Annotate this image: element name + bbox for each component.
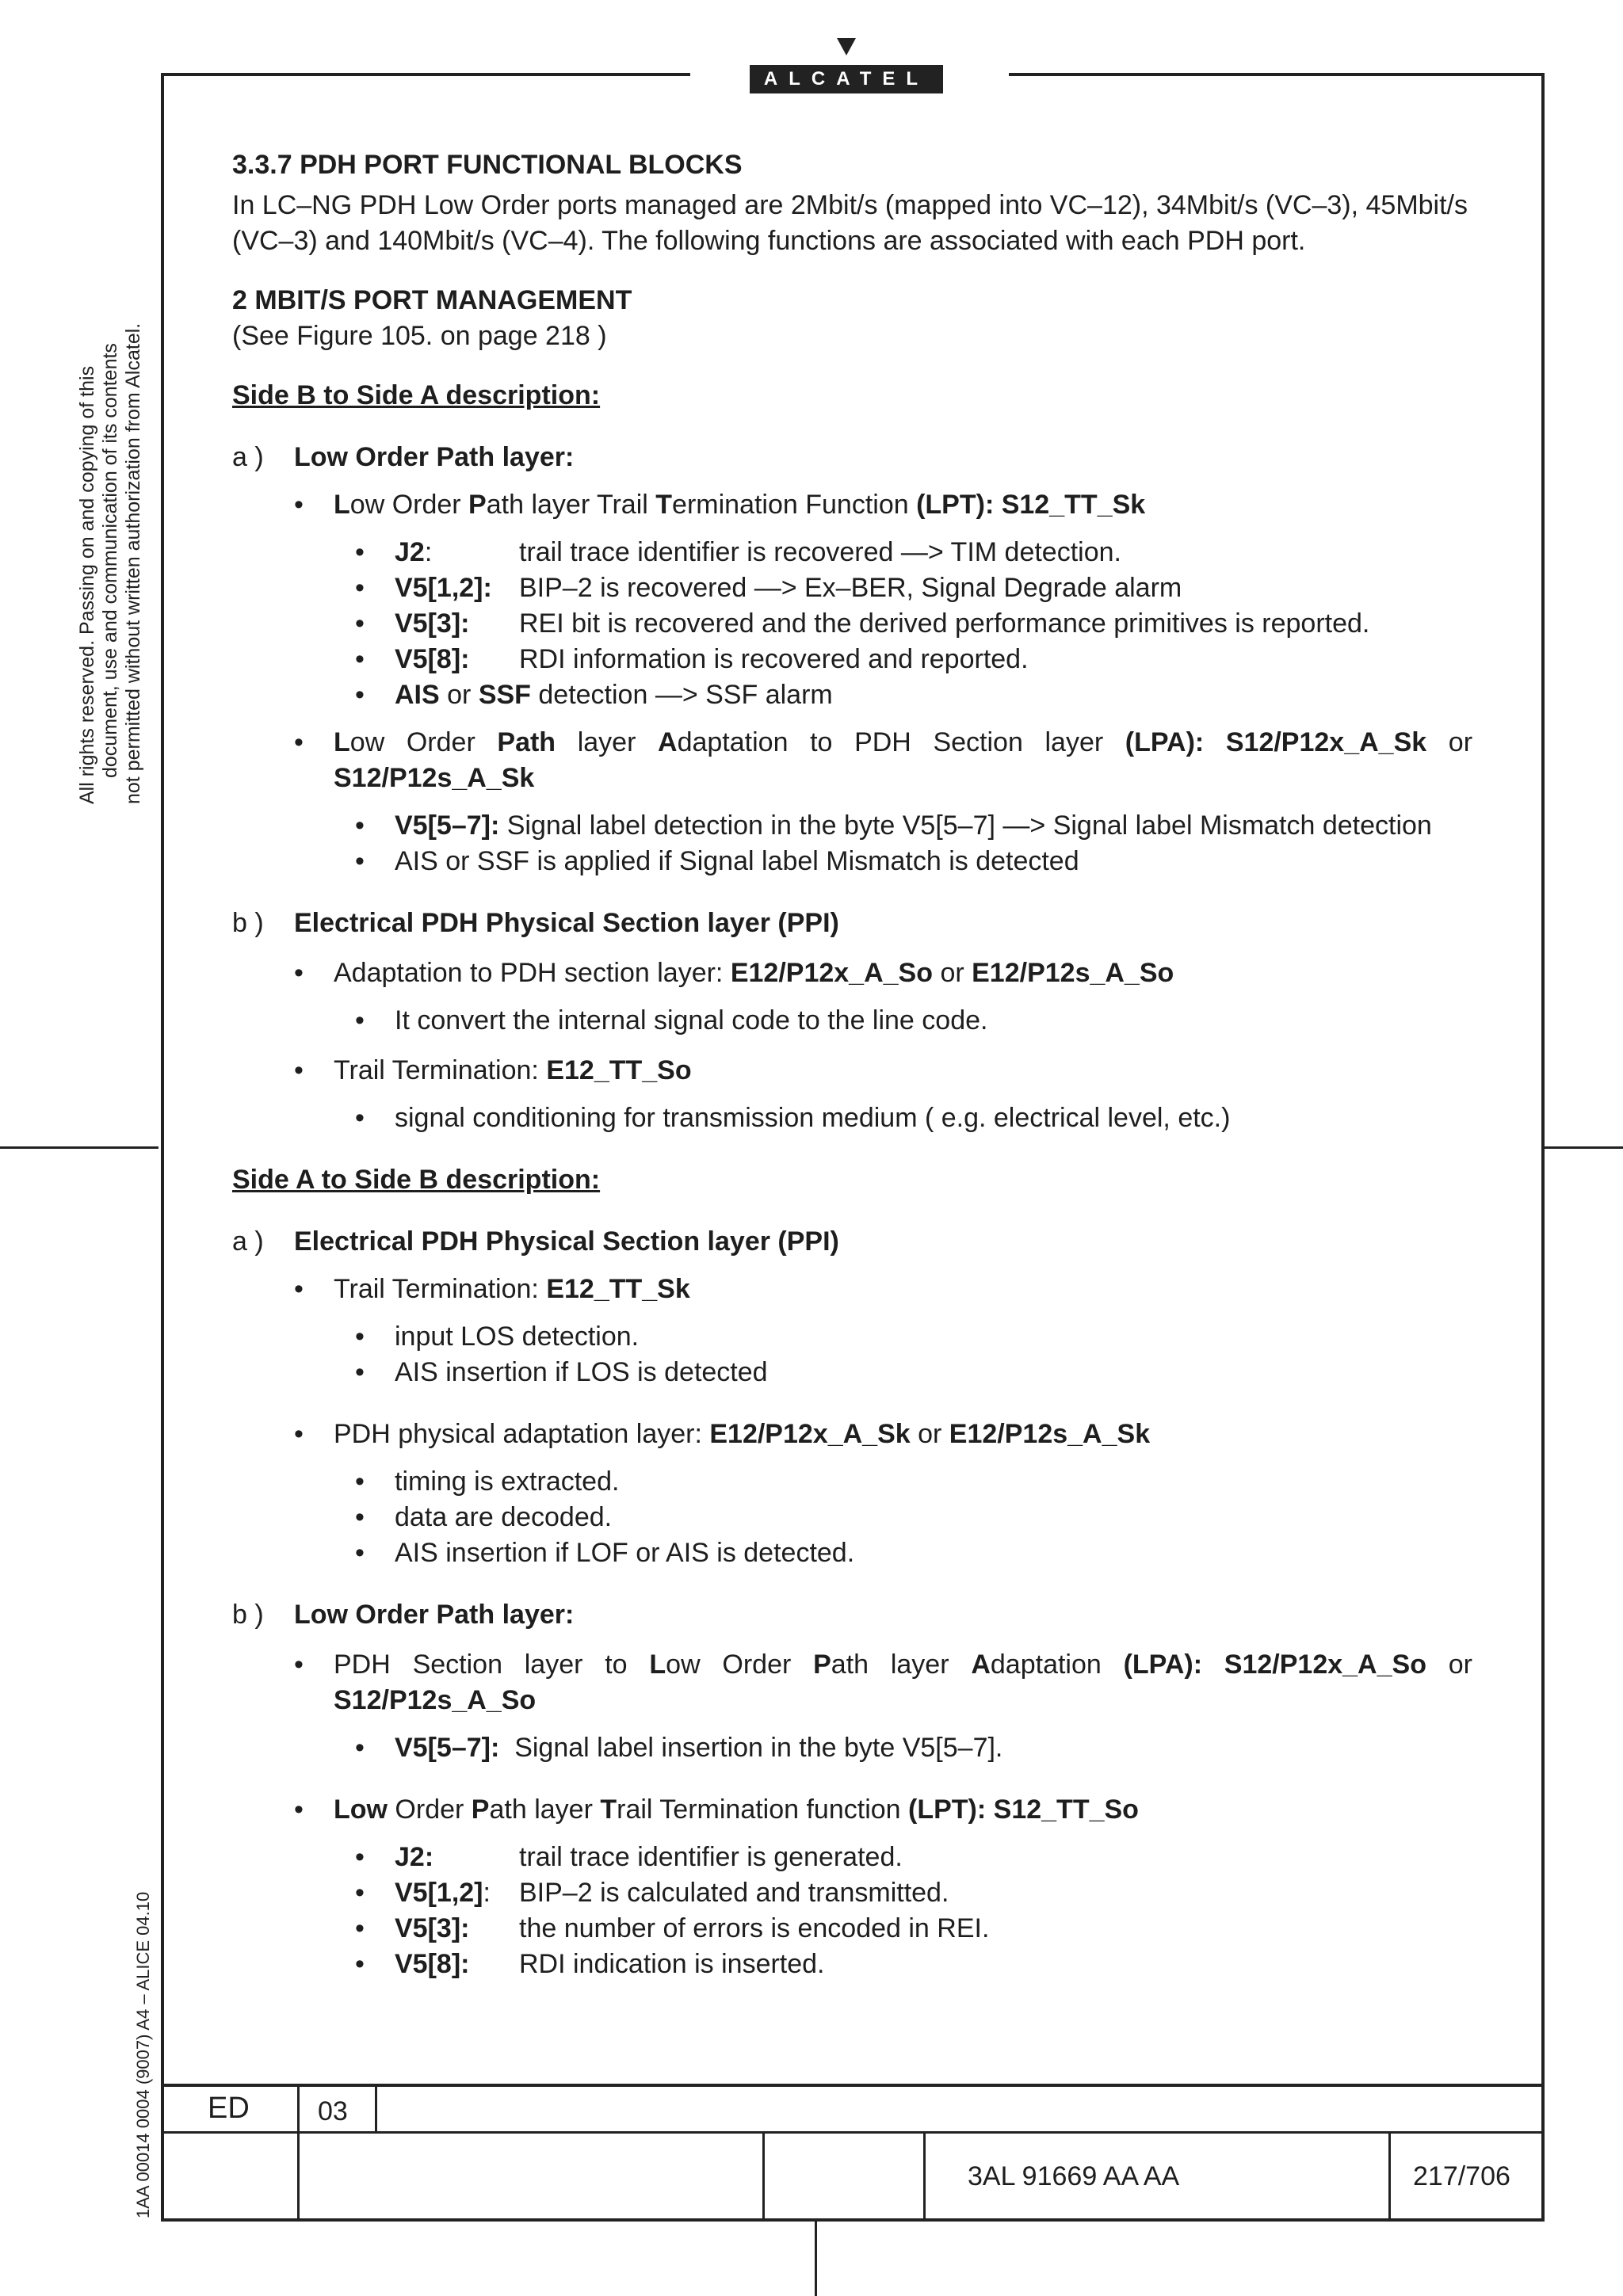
item-text: AIS insertion if LOS is detected (395, 1357, 768, 1387)
frame-top-right (1009, 73, 1545, 76)
item-text: trail trace identifier is generated. (519, 1842, 903, 1872)
rights-line: document, use and communication of its contents (99, 343, 121, 778)
item-letter: a ) (232, 1226, 264, 1257)
item-text: BIP–2 is calculated and transmitted. (519, 1878, 949, 1908)
document-number: 3AL 91669 AA AA (968, 2161, 1180, 2191)
a-to-b-heading-text: Side A to Side B description: (232, 1165, 601, 1195)
fold-mark-right (1545, 1146, 1623, 1149)
bullet-icon: • (355, 810, 365, 841)
footer-divider (1388, 2131, 1391, 2222)
page-number: 217/706 (1413, 2161, 1510, 2191)
bullet-icon: • (355, 1538, 365, 1568)
trail-source-text: Trail Termination: E12_TT_So (334, 1055, 692, 1085)
item-key: V5[8]: (395, 1949, 470, 1979)
bullet-icon: • (294, 1650, 304, 1680)
bullet-icon: • (294, 1794, 304, 1825)
list-item (355, 808, 1472, 844)
item-text: AIS insertion if LOF or AIS is detected. (395, 1538, 855, 1568)
bullet-icon: • (294, 1419, 304, 1449)
edition-label: ED (208, 2092, 250, 2125)
item-text: trail trace identifier is recovered —> TIM detection. (519, 537, 1121, 567)
item-text: V5[5–7]: Signal label insertion in the byte V5[5–7]. (395, 1733, 1003, 1763)
fold-mark-left (0, 1146, 158, 1149)
list-item (355, 1500, 1472, 1535)
bullet-icon: • (355, 644, 365, 674)
lpt-source-text: Low Order Path layer Trail Termination function (LPT): S12_TT_So (334, 1794, 1139, 1825)
adaptation-source-bullet (294, 955, 1472, 991)
edition-value: 03 (318, 2096, 348, 2126)
item-key: V5[1,2]: (395, 573, 492, 603)
b-to-a-item-a (232, 440, 1472, 475)
trail-source-bullet (294, 1053, 1472, 1089)
lpa-sink-text: Low Order Path layer Adaptation to PDH Section layer (LPA): S12/P12x_A_Sk or S12/P12s_A_Sk (334, 727, 1473, 793)
list-item (355, 1875, 1472, 1911)
bullet-icon: • (355, 1466, 365, 1497)
list-item (355, 1355, 1472, 1390)
item-text: RDI indication is inserted. (519, 1949, 825, 1979)
trail-sink-bullet (294, 1272, 1472, 1307)
item-key: V5[8]: (395, 644, 470, 674)
lpa-source-bullet (294, 1647, 1472, 1718)
list-item (355, 1319, 1472, 1355)
bullet-icon: • (355, 680, 365, 710)
subsection-title: 2 MBIT/S PORT MANAGEMENT (232, 285, 632, 315)
item-text: REI bit is recovered and the derived performance primitives is reported. (519, 608, 1370, 639)
footer-divider (762, 2131, 765, 2222)
list-item (355, 1911, 1472, 1947)
item-text: RDI information is recovered and reported. (519, 644, 1029, 674)
item-text: input LOS detection. (395, 1322, 640, 1352)
item-key: J2: (395, 537, 433, 567)
list-item (355, 1003, 1472, 1039)
list-item (355, 642, 1472, 677)
physical-adaptation-bullet (294, 1417, 1472, 1452)
adaptation-source-text: Adaptation to PDH section layer: E12/P12x_A_So or E12/P12s_A_So (334, 958, 1174, 988)
a-to-b-heading (232, 1162, 1472, 1198)
trail-sink-text: Trail Termination: E12_TT_Sk (334, 1274, 690, 1304)
a-to-b-item-b (232, 1597, 1472, 1633)
list-item (355, 1464, 1472, 1500)
frame-left (161, 73, 164, 2222)
item-title: Low Order Path layer: (294, 442, 575, 472)
item-title: Low Order Path layer: (294, 1600, 575, 1630)
bullet-icon: • (294, 490, 304, 520)
list-item (355, 535, 1472, 570)
lpa-sink-items (232, 808, 1472, 879)
item-text: AIS or SSF detection —> SSF alarm (395, 680, 833, 710)
list-item (355, 1100, 1472, 1136)
footer-stem (815, 2222, 817, 2296)
rights-line: All rights reserved. Passing on and copying of this (76, 365, 98, 804)
document-body (232, 147, 1472, 1982)
b-to-a-heading-text: Side B to Side A description: (232, 380, 601, 410)
list-item (355, 677, 1472, 713)
item-letter: b ) (232, 908, 264, 938)
bullet-icon: • (355, 537, 365, 567)
list-item (355, 570, 1472, 606)
rights-notice (76, 323, 145, 804)
item-text: the number of errors is encoded in REI. (519, 1913, 990, 1943)
item-text: It convert the internal signal code to the line code. (395, 1005, 988, 1035)
rights-line: not permitted without written authorization from Alcatel. (122, 322, 144, 804)
bullet-icon: • (294, 958, 304, 988)
alcatel-logo (750, 38, 943, 95)
bullet-icon: • (294, 1274, 304, 1304)
item-text: V5[5–7]: Signal label detection in the byte V5[5–7] —> Signal label Mismatch detection (395, 810, 1432, 841)
footer-mid-rule (161, 2131, 1545, 2134)
bullet-icon: • (294, 727, 304, 757)
item-title: Electrical PDH Physical Section layer (PPI) (294, 1226, 839, 1257)
lpt-source-items (232, 1840, 1472, 1982)
list-item (355, 1840, 1472, 1875)
item-letter: a ) (232, 442, 264, 472)
frame-top-left (161, 73, 690, 76)
doc-code-vertical: 1AA 00014 0004 (9007) A4 – ALICE 04.10 (133, 1891, 153, 2218)
footer-divider (923, 2131, 926, 2222)
logo-arrow-icon (837, 38, 856, 55)
footer-bottom-rule (161, 2218, 1545, 2222)
bullet-icon: • (355, 1842, 365, 1872)
item-text: BIP–2 is recovered —> Ex–BER, Signal Degrade alarm (519, 573, 1182, 603)
item-letter: b ) (232, 1600, 264, 1630)
b-to-a-heading (232, 378, 1472, 414)
a-to-b-item-a (232, 1224, 1472, 1260)
list-item (355, 1535, 1472, 1571)
physical-adaptation-text: PDH physical adaptation layer: E12/P12x_A_Sk or E12/P12s_A_Sk (334, 1419, 1151, 1449)
bullet-icon: • (355, 1322, 365, 1352)
item-text: timing is extracted. (395, 1466, 620, 1497)
lpt-sink-items (232, 535, 1472, 713)
item-key: J2: (395, 1842, 434, 1872)
section-title: 3.3.7 PDH PORT FUNCTIONAL BLOCKS (232, 150, 743, 180)
b-to-a-item-b (232, 906, 1472, 941)
footer-top-rule (161, 2084, 1545, 2087)
trail-sink-items (232, 1319, 1472, 1390)
bullet-icon: • (355, 1913, 365, 1943)
bullet-icon: • (355, 1733, 365, 1763)
bullet-icon: • (294, 1055, 304, 1085)
list-item (355, 844, 1472, 879)
bullet-icon: • (355, 1878, 365, 1908)
section-intro: In LC–NG PDH Low Order ports managed are 2Mbit/s (mapped into VC–12), 34Mbit/s (VC–3), 45Mbit/s (VC–3) and 140Mbit/s (VC–4). The following functions are associated with each PDH port. (232, 190, 1468, 256)
item-key: V5[3]: (395, 1913, 470, 1943)
bullet-icon: • (355, 1103, 365, 1133)
item-key: V5[1,2]: (395, 1878, 491, 1908)
item-text: AIS or SSF is applied if Signal label Mismatch is detected (395, 846, 1079, 876)
bullet-icon: • (355, 573, 365, 603)
lpa-sink-bullet (294, 725, 1472, 796)
bullet-icon: • (355, 1949, 365, 1979)
bullet-icon: • (355, 1005, 365, 1035)
footer-divider (297, 2084, 300, 2222)
lpa-source-text: PDH Section layer to Low Order Path layer Adaptation (LPA): S12/P12x_A_So or S12/P12s_A_So (334, 1650, 1472, 1715)
item-key: V5[3]: (395, 608, 470, 639)
lpt-sink-text: Low Order Path layer Trail Termination Function (LPT): S12_TT_Sk (334, 490, 1146, 520)
physical-adaptation-items (232, 1464, 1472, 1571)
item-text: signal conditioning for transmission medium ( e.g. electrical level, etc.) (395, 1103, 1231, 1133)
logo-text: ALCATEL (750, 65, 943, 93)
bullet-icon: • (355, 846, 365, 876)
list-item (355, 1730, 1472, 1766)
lpt-source-bullet (294, 1792, 1472, 1828)
item-text: data are decoded. (395, 1502, 613, 1532)
list-item (355, 606, 1472, 642)
footer-divider (375, 2084, 377, 2133)
bullet-icon: • (355, 1502, 365, 1532)
list-item (355, 1947, 1472, 1982)
bullet-icon: • (355, 1357, 365, 1387)
subsection-reference: (See Figure 105. on page 218 ) (232, 321, 607, 351)
bullet-icon: • (355, 608, 365, 639)
lpt-sink-bullet (294, 487, 1472, 523)
item-title: Electrical PDH Physical Section layer (PPI) (294, 908, 839, 938)
